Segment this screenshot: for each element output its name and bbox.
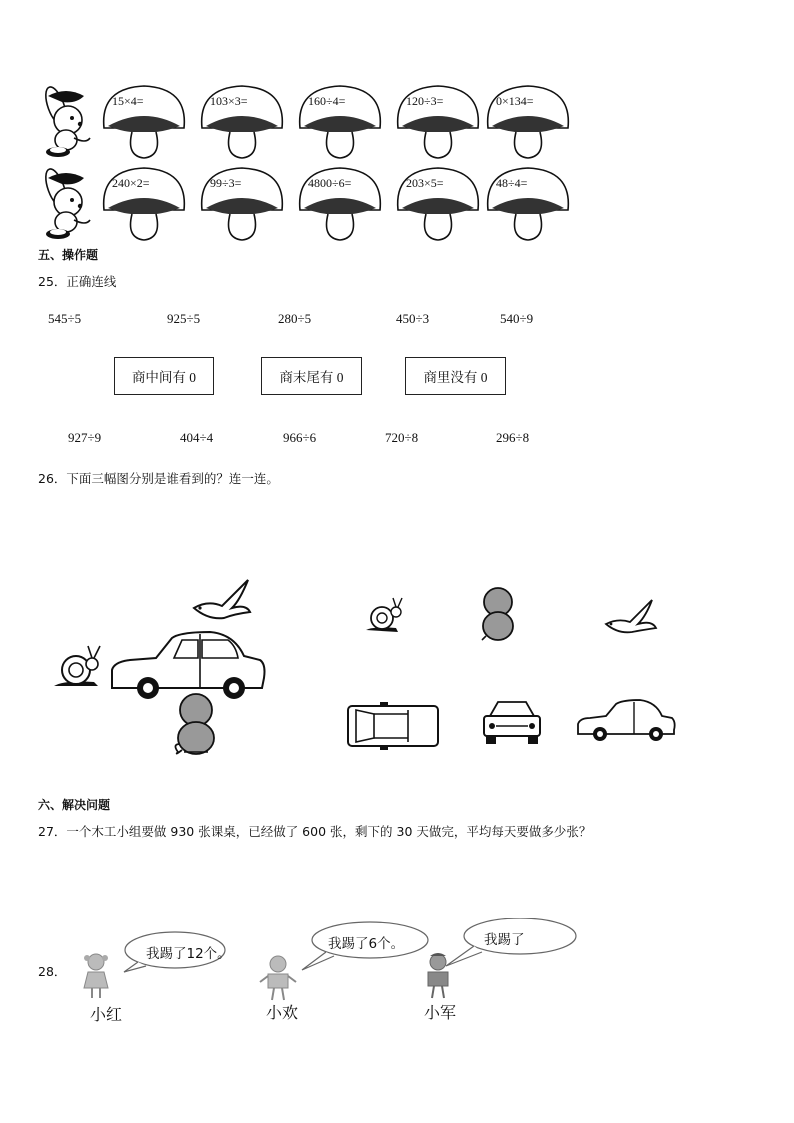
question-26: 26．下面三幅图分别是谁看到的？连一连。 <box>38 471 279 486</box>
rabbit-icon <box>36 82 98 160</box>
mushroom-expr: 99÷3= <box>210 176 242 190</box>
mushroom-card <box>98 164 190 246</box>
monkey-back-icon <box>482 588 513 640</box>
rabbit-icon <box>36 164 98 242</box>
top-expression: 280÷5 <box>278 311 312 326</box>
mushroom-card <box>98 82 190 164</box>
bottom-expression: 966÷6 <box>283 430 317 445</box>
mushroom-expr: 4800÷6= <box>308 176 352 190</box>
kid-name: 小红 <box>90 1007 123 1024</box>
mushroom-expr: 120÷3= <box>406 94 444 108</box>
mushroom-row-2 <box>36 164 596 246</box>
mushroom-card <box>294 82 386 164</box>
speech-text: 我踢了 <box>484 932 525 948</box>
question-28-number: 28． <box>38 964 67 979</box>
car-side-icon <box>112 632 265 699</box>
mushroom-row-1 <box>36 82 596 164</box>
mushroom-expr: 240×2= <box>112 176 150 190</box>
kid-name: 小欢 <box>266 1005 299 1022</box>
speech-text: 我踢了12个。 <box>146 946 231 962</box>
bottom-expression: 720÷8 <box>385 430 419 445</box>
boy-icon <box>428 953 448 998</box>
mushroom-expr: 48÷4= <box>496 176 528 190</box>
bottom-expression: 296÷8 <box>496 430 530 445</box>
mushroom-card <box>196 164 288 246</box>
category-box[interactable]: 商中间有 0 <box>114 357 214 395</box>
mushroom-card <box>392 164 484 246</box>
section-5-title: 五、操作题 <box>38 248 99 262</box>
bird-icon <box>194 580 250 618</box>
car-side-view-icon <box>578 700 675 741</box>
kid-name: 小军 <box>424 1005 457 1022</box>
category-box[interactable]: 商末尾有 0 <box>261 357 362 395</box>
speech-text: 我踢了6个。 <box>328 936 405 952</box>
mushroom-expr: 103×3= <box>210 94 248 108</box>
top-expression: 545÷5 <box>48 311 82 326</box>
top-expression: 450÷3 <box>396 311 430 326</box>
category-box[interactable]: 商里没有 0 <box>405 357 506 395</box>
mushroom-card <box>482 164 574 246</box>
top-expression: 540÷9 <box>500 311 534 326</box>
car-top-view-icon <box>348 702 438 750</box>
mushroom-expr: 160÷4= <box>308 94 346 108</box>
mushroom-card <box>392 82 484 164</box>
question-27: 27．一个木工小组要做 930 张课桌，已经做了 600 张，剩下的 30 天做完，平均每天要做多少张？ <box>38 824 592 839</box>
mushroom-expr: 0×134= <box>496 94 534 108</box>
question-25: 25．正确连线 <box>38 274 117 289</box>
perspective-illustration <box>40 570 700 770</box>
car-front-view-icon <box>484 702 540 744</box>
bottom-expression: 927÷9 <box>68 430 102 445</box>
top-expression: 925÷5 <box>167 311 201 326</box>
mushroom-card <box>482 82 574 164</box>
girl-icon <box>84 954 108 998</box>
mushroom-expr: 203×5= <box>406 176 444 190</box>
mushroom-card <box>294 164 386 246</box>
section-6-title: 六、解决问题 <box>38 798 111 812</box>
mushroom-card <box>196 82 288 164</box>
mushroom-expr: 15×4= <box>112 94 144 108</box>
snail-icon <box>366 598 402 632</box>
bird-icon <box>606 600 656 632</box>
monkey-back-icon <box>175 694 214 754</box>
bottom-expression: 404÷4 <box>180 430 214 445</box>
snail-icon <box>54 646 100 686</box>
boy-icon <box>260 956 296 1000</box>
